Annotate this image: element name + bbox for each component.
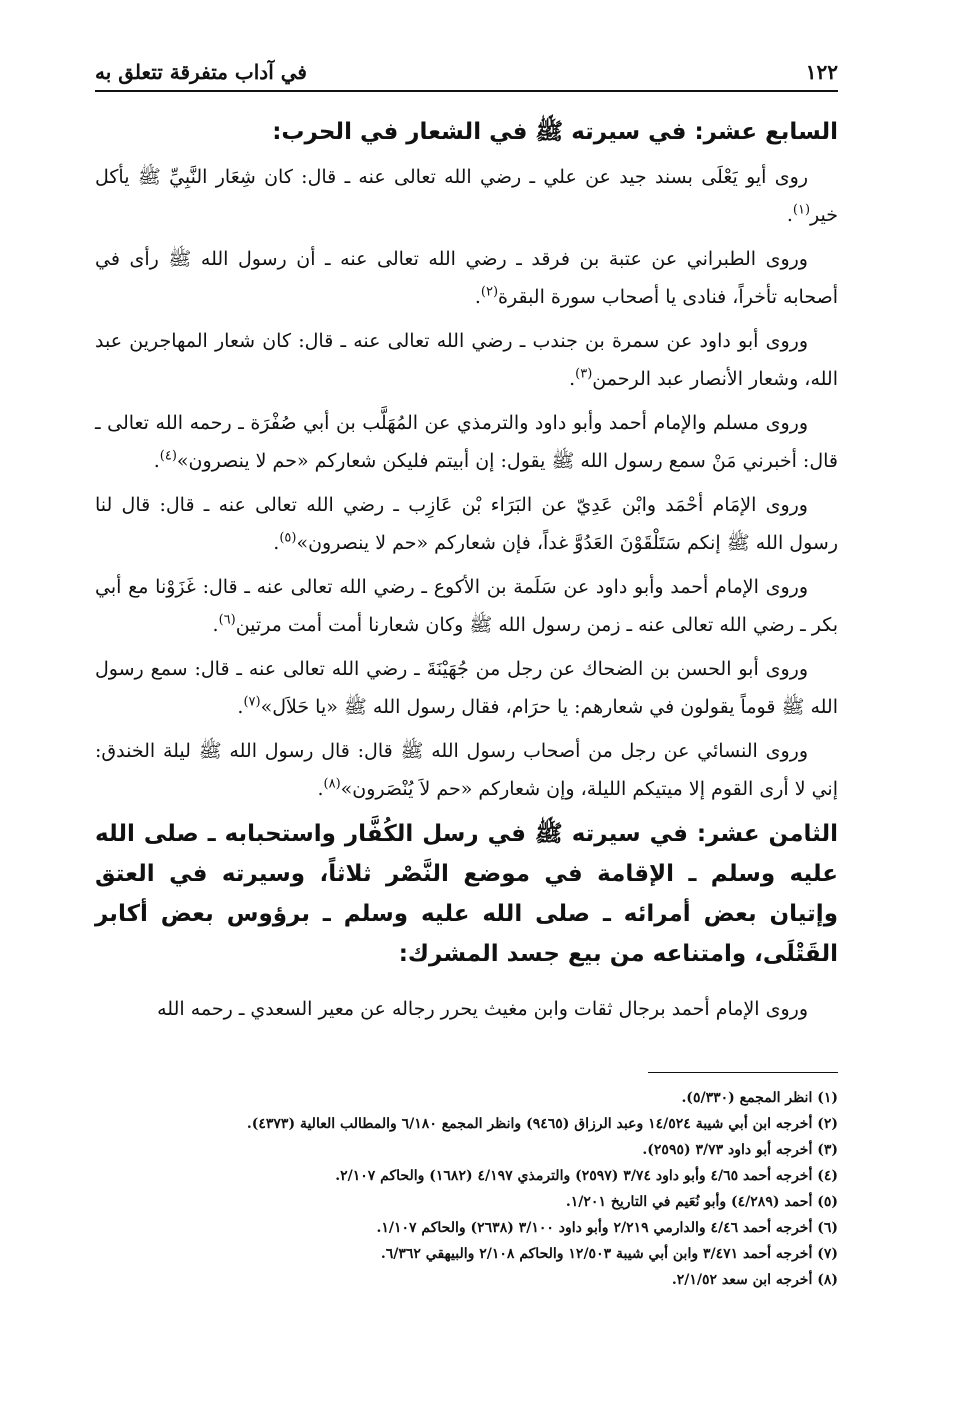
footnote-separator bbox=[648, 1072, 838, 1073]
book-page bbox=[95, 60, 838, 1293]
footnote-ref: (٧) bbox=[243, 694, 261, 710]
section-heading-18: الثامن عشر: في سيرته ﷺ في رسل الكُفَّار واستحبابه ـ صلى الله عليه وسلم ـ الإقامة في موضع النَّصْر ثلاثاً، وسيرته في العتق وإتيان بعض أمرائه ـ صلى الله عليه وسلم ـ برؤوس بعض أكابر القَتْلَى، وامتناعه من بيع جسد المشرك: bbox=[95, 821, 838, 967]
paragraph: وروى الإمَام أحْمَد وابْن عَدِيّ عن البَرَاء بْن عَازِب ـ رضي الله تعالى عنه ـ قال: قال لنا رسول الله ﷺ إنكم سَتَلْقَوْنَ العَدُوَّ غداً، فإن شعاركم «حم لا ينصرون»$^{(٥)}$. bbox=[95, 494, 838, 554]
footnote-ref: (٥) bbox=[279, 530, 297, 546]
section-heading-17: السابع عشر: في سيرته ﷺ في الشعار في الحرب: bbox=[272, 119, 838, 145]
footnote: (٣) أخرجه أبو داود ٣/٧٣ (٢٥٩٥). bbox=[642, 1142, 838, 1158]
paragraph: روى أيو يَعْلَى بسند جيد عن علي ـ رضي الله تعالى عنه ـ قال: كان شِعَار النَّبِيِّ ﷺ يأكل خير$^{(١)}$. bbox=[95, 166, 838, 226]
page-number: ١٢٢ bbox=[805, 60, 838, 84]
page-content bbox=[95, 112, 838, 1028]
footnotes bbox=[95, 1085, 838, 1293]
paragraph: وروى أبو الحسن بن الضحاك عن رجل من جُهَيْنَةَ ـ رضي الله تعالى عنه ـ قال: سمع رسول الله ﷺ قوماً يقولون في شعارهم: يا حرَام، فقال رسول الله ﷺ «يا حَلاَل»$^{(٧)}$. bbox=[95, 658, 838, 718]
page-header bbox=[95, 60, 838, 92]
footnote: (٢) أخرجه ابن أبي شيبة ١٤/٥٢٤ وعبد الرزاق (٩٤٦٥) وانظر المجمع ٦/١٨٠ والمطالب العالية (٤٣٧٣). bbox=[246, 1116, 838, 1132]
paragraph: وروى الإمام أحمد وأبو داود عن سَلَمة بن الأكوع ـ رضي الله تعالى عنه ـ قال: غَزَوْنا مع أبي بكر ـ رضي الله تعالى عنه ـ زمن رسول الله ﷺ وكان شعارنا أمت أمت مرتين$^{(٦)}$. bbox=[95, 576, 838, 636]
paragraph: وروى النسائي عن رجل من أصحاب رسول الله ﷺ قال: قال رسول الله ﷺ ليلة الخندق: إني لا أرى القوم إلا ميتيكم الليلة، وإن شعاركم «حم لاَ يُنْصَرون»$^{(٨)}$. bbox=[95, 740, 838, 800]
paragraph: وروى أبو داود عن سمرة بن جندب ـ رضي الله تعالى عنه ـ قال: كان شعار المهاجرين عبد الله، وشعار الأنصار عبد الرحمن$^{(٣)}$. bbox=[95, 330, 838, 390]
footnote: (١) انظر المجمع (٥/٣٣٠). bbox=[681, 1090, 838, 1106]
paragraph: وروى الإمام أحمد برجال ثقات وابن مغيث يحرر رجاله عن معير السعدي ـ رحمه الله bbox=[157, 998, 808, 1020]
footnote-ref: (٦) bbox=[218, 612, 236, 628]
footnote-ref: (٢) bbox=[480, 284, 499, 300]
running-title: في آداب متفرقة تتعلق به bbox=[95, 60, 307, 84]
footnote: (٨) أخرجه ابن سعد ٢/١/٥٢. bbox=[671, 1272, 838, 1288]
paragraph: وروى الطبراني عن عتبة بن فرقد ـ رضي الله تعالى عنه ـ أن رسول الله ﷺ رأى في أصحابه تأخراً، فنادى يا أصحاب سورة البقرة$^{(٢)}$. bbox=[95, 248, 838, 308]
footnote: (٥) أحمد (٤/٢٨٩) وأبو نُعَيم في التاريخ ١/٢٠١. bbox=[565, 1194, 838, 1210]
footnote-ref: (١) bbox=[792, 202, 811, 218]
footnote-ref: (٤) bbox=[159, 448, 177, 464]
footnote: (٤) أخرجه أحمد ٤/٦٥ وأبو داود ٣/٧٤ (٢٥٩٧) والترمذي ٤/١٩٧ (١٦٨٢) والحاكم ٢/١٠٧. bbox=[335, 1168, 838, 1184]
footnote: (٦) أخرجه أحمد ٤/٤٦ والدارمي ٢/٢١٩ وأبو داود ٣/١٠٠ (٢٦٣٨) والحاكم ١/١٠٧. bbox=[376, 1220, 838, 1236]
paragraph: وروى مسلم والإمام أحمد وأبو داود والترمذي عن المُهَلَّب بن أبي صُفْرَة ـ رحمه الله تعالى ـ قال: أخبرني مَنْ سمع رسول الله ﷺ يقول: إن أبيتم فليكن شعاركم «حم لا ينصرون»$^{(٤)}$. bbox=[95, 412, 838, 472]
footnote: (٧) أخرجه أحمد ٣/٤٧١ وابن أبي شيبة ١٢/٥٠٣ والحاكم ٢/١٠٨ والبيهقي ٦/٣٦٢. bbox=[380, 1246, 838, 1262]
footnote-ref: (٨) bbox=[323, 776, 341, 792]
footnote-ref: (٣) bbox=[575, 366, 593, 382]
